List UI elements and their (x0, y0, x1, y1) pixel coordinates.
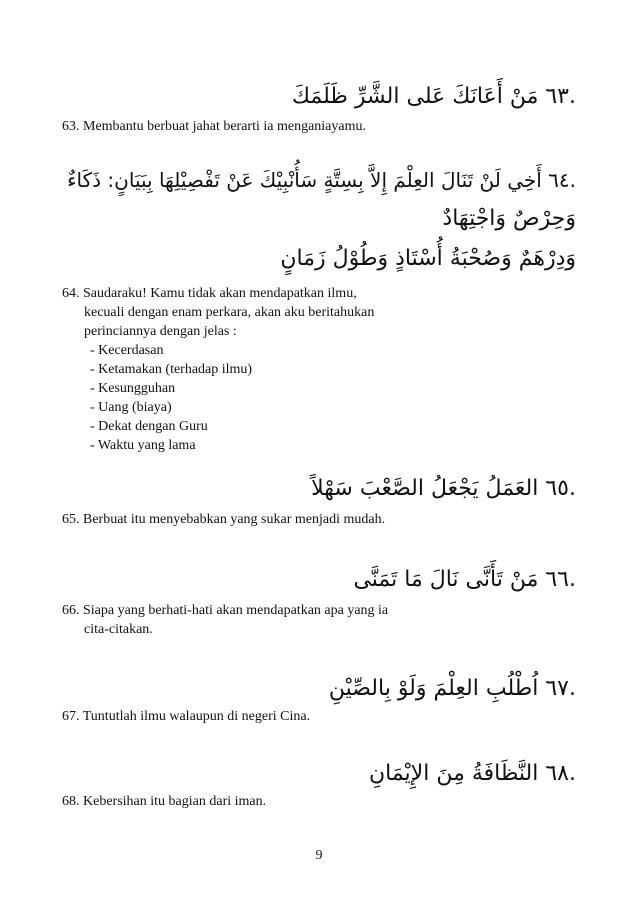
arabic-proverb-64-line-2 (442, 204, 576, 234)
arabic-proverb-67 (329, 674, 576, 704)
list-item: - Kesungguhan (90, 381, 176, 396)
arabic-line: وَحِرْصٌ وَاجْتِهَادٌ (442, 206, 576, 231)
translation-line: perinciannya dengan jelas : (84, 324, 237, 339)
arabic-proverb-64-line-3 (280, 244, 576, 274)
arabic-proverb-68 (369, 759, 576, 789)
translation-line: 63. Membantu berbuat jahat berarti ia menganiayamu. (62, 119, 367, 134)
page-number: 9 (315, 848, 323, 863)
arabic-line: .٦٣ مَنْ أَعَانَكَ عَلى الشَّرِّ ظَلَمَكَ (291, 84, 576, 109)
arabic-proverb-66 (353, 565, 576, 595)
translation-line: 65. Berbuat itu menyebabkan yang sukar menjadi mudah. (62, 512, 386, 527)
translation-line: 66. Siapa yang berhati-hati akan mendapatkan apa yang ia (62, 603, 389, 618)
list-item: - Dekat dengan Guru (90, 419, 208, 434)
translation-line: 67. Tuntutlah ilmu walaupun di negeri Cina. (62, 709, 311, 724)
arabic-line: .٦٤ أَخِي لَنْ تَنَالَ العِلْمَ إِلاَّ بِسِتَّةٍ سَأُنْبِيْكَ عَنْ تَفْصِيْلِهَا بِبَيَانٍ: ذَكَاءٌ (67, 168, 576, 192)
translation-67 (62, 707, 582, 726)
translation-68 (62, 792, 582, 811)
arabic-line: .٦٧ اُطْلُبِ العِلْمَ وَلَوْ بِالصِّيْنِ (328, 676, 576, 701)
arabic-proverb-63 (292, 82, 576, 112)
arabic-line: .٦٦ مَنْ تَأَنَّى نَالَ مَا تَمَنَّى (353, 567, 576, 592)
translation-line: 68. Kebersihan itu bagian dari iman. (62, 794, 267, 809)
list-item: - Ketamakan (terhadap ilmu) (90, 362, 253, 377)
arabic-line: وَدِرْهَمٌ وَصُحْبَةُ أُسْتَاذٍ وَطُوْلُ زَمَانٍ (280, 246, 576, 271)
arabic-line: .٦٨ النَّظَافَةُ مِنَ الإِيْمَانِ (368, 761, 576, 786)
list-item: - Uang (biaya) (90, 400, 172, 415)
translation-line: cita-citakan. (84, 622, 153, 637)
translation-line: 64. Saudaraku! Kamu tidak akan mendapatkan ilmu, (62, 286, 357, 301)
arabic-proverb-64 (67, 165, 576, 195)
arabic-line: .٦٥ العَمَلُ يَجْعَلُ الصَّعْبَ سَهْلاً (311, 476, 576, 501)
translation-line: kecuali dengan enam perkara, akan aku beritahukan (84, 305, 375, 320)
translation-64 (62, 284, 582, 455)
translation-66 (62, 601, 582, 639)
translation-65 (62, 510, 582, 529)
arabic-proverb-65 (311, 474, 576, 504)
list-item: - Waktu yang lama (90, 438, 196, 453)
translation-63 (62, 117, 582, 136)
list-item: - Kecerdasan (90, 343, 164, 358)
